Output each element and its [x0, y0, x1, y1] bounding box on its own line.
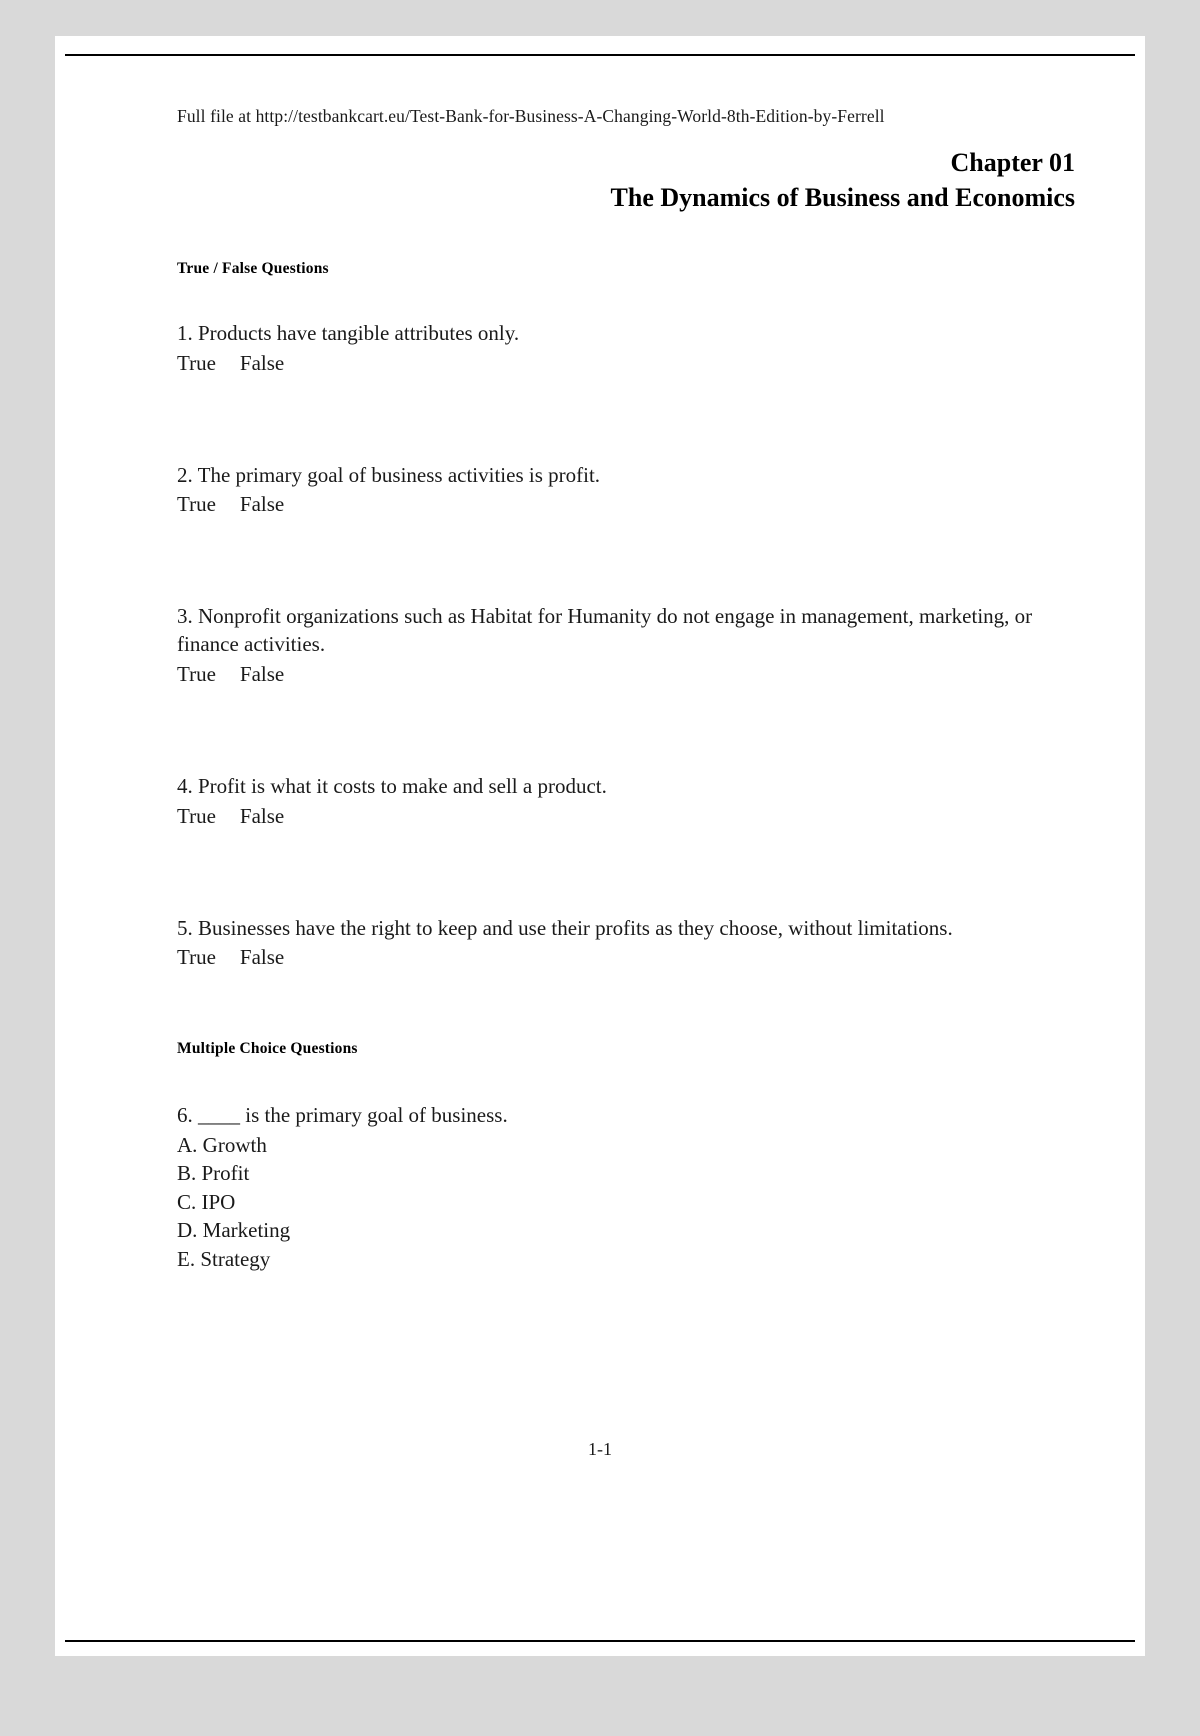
question-text: 6. ____ is the primary goal of business.	[177, 1103, 508, 1128]
option-true[interactable]: True	[177, 803, 216, 828]
page-top-rule	[65, 54, 1135, 56]
option-false[interactable]: False	[239, 350, 285, 375]
document-page	[55, 36, 1145, 1656]
page-number: 1-1	[588, 1439, 612, 1459]
choice-option-d[interactable]: D. Marketing	[177, 1218, 291, 1243]
spacer	[177, 376, 1075, 418]
choice-option-a[interactable]: A. Growth	[177, 1133, 267, 1158]
chapter-subtitle: The Dynamics of Business and Economics	[610, 182, 1075, 212]
option-true[interactable]: True	[177, 492, 216, 517]
true-false-options	[177, 351, 1075, 376]
question-item	[177, 1102, 1075, 1272]
option-true[interactable]: True	[177, 661, 216, 686]
section-heading-multiple-choice: Multiple Choice Questions	[177, 1040, 358, 1058]
spacer	[177, 829, 1075, 871]
option-false[interactable]: False	[239, 803, 285, 828]
true-false-options	[177, 492, 1075, 517]
question-text: 5. Businesses have the right to keep and use their profits as they choose, without limitations.	[177, 915, 953, 940]
true-false-options	[177, 662, 1075, 687]
question-text: 3. Nonprofit organizations such as Habitat for Humanity do not engage in management, marketing, or finance activities.	[177, 604, 1033, 657]
option-false[interactable]: False	[239, 661, 285, 686]
option-false[interactable]: False	[239, 492, 285, 517]
section-heading-true-false: True / False Questions	[177, 260, 329, 277]
true-false-options	[177, 804, 1075, 829]
page-bottom-rule	[65, 1640, 1135, 1642]
source-url-note: Full file at http://testbankcart.eu/Test-Bank-for-Business-A-Changing-World-8th-Edition-by-Ferrell	[177, 106, 885, 126]
question-item	[177, 915, 1075, 971]
option-true[interactable]: True	[177, 350, 216, 375]
option-false[interactable]: False	[239, 945, 285, 970]
question-item	[177, 462, 1075, 518]
question-text: 2. The primary goal of business activities is profit.	[177, 462, 601, 487]
chapter-title: Chapter 01	[950, 148, 1075, 177]
question-item	[177, 773, 1075, 829]
spacer	[177, 687, 1075, 729]
page-content	[177, 106, 1075, 1272]
question-text: 4. Profit is what it costs to make and sell a product.	[177, 773, 607, 798]
true-false-options	[177, 945, 1075, 970]
choice-option-b[interactable]: B. Profit	[177, 1161, 250, 1186]
question-item	[177, 320, 1075, 376]
spacer	[177, 517, 1075, 559]
question-text: 1. Products have tangible attributes only.	[177, 321, 520, 345]
choice-option-e[interactable]: E. Strategy	[177, 1246, 271, 1271]
choice-option-c[interactable]: C. IPO	[177, 1189, 236, 1214]
question-item	[177, 603, 1075, 686]
option-true[interactable]: True	[177, 945, 216, 970]
